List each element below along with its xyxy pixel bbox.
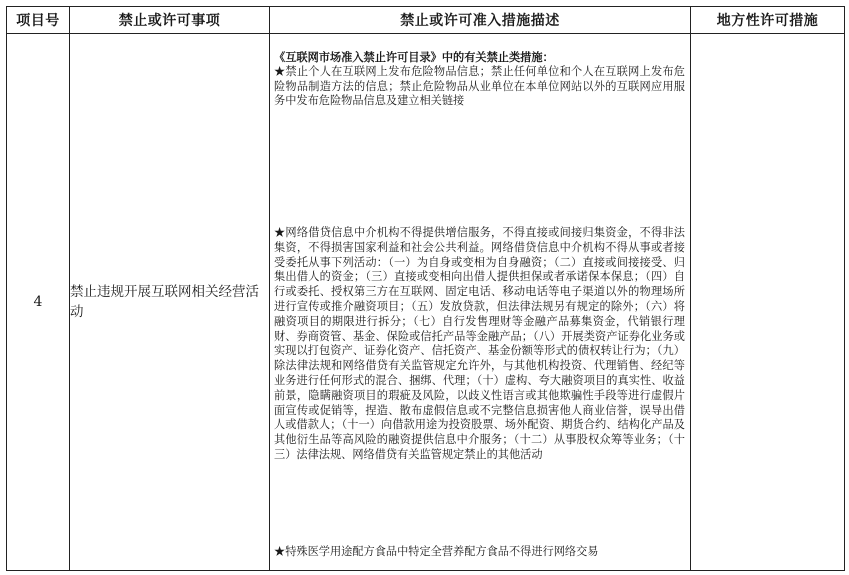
table-header-row xyxy=(7,7,845,34)
row-matter-text: 禁止违规开展互联网相关经营活动 xyxy=(70,34,270,571)
header-local-measures: 地方性许可措施 xyxy=(691,7,845,34)
description-paragraph-3: ★特殊医学用途配方食品中特定全营养配方食品不得进行网络交易 xyxy=(274,545,599,558)
description-paragraph-2: ★网络借贷信息中介机构不得提供增信服务，不得直接或间接归集资金，不得非法集资，不得损害国家利益和社会公共利益。网络借贷信息中介机构不得从事或者接受委托从事下列活动：（一）为自身或变相为自身融资；（二）直接或间接接受、归集出借人的资金；（三）直接或变相向出借人提供担保或者承诺保本保息；（四）自行或委托、授权第三方在互联网、固定电话、移动电话等电子渠道以外的物理场所进行宣传或推介融资项目；（五）发放贷款，但法律法规另有规定的除外；（六）将融资项目的期限进行拆分；（七）自行发售理财等金融产品募集资金，代销银行理财、券商资管、基金、保险或信托产品等金融产品；（八）开展类资产证券化业务或实现以打包资产、证券化资产、信托资产、基金份额等形式的债权转让行为；（九）除法律法规和网络借贷有关监管规定允许外，与其他机构投资、代理销售、经纪等业务进行任何形式的混合、捆绑、代理；（十）虚构、夸大融资项目的真实性、收益前景，隐瞒融资项目的瑕疵及风险，以歧义性语言或其他欺骗性手段等进行虚假片面宣传或促销等，捏造、散布虚假信息或不完整信息损害他人商业信誉，误导出借人或借款人；（十一）向借款用途为投资股票、场外配资、期货合约、结构化产品及其他衍生品等高风险的融资提供信息中介服务；（十二）从事股权众筹等业务；（十三）法律法规、网络借贷有关监管规定禁止的其他活动 xyxy=(274,226,685,461)
row-item-number: 4 xyxy=(7,34,70,571)
row-local-measures xyxy=(691,34,845,571)
header-item-number: 项目号 xyxy=(7,7,70,34)
description-block-1 xyxy=(274,50,685,109)
header-measure-description: 禁止或许可准入措施描述 xyxy=(270,7,691,34)
row-measure-description xyxy=(270,34,691,571)
header-matter: 禁止或许可事项 xyxy=(70,7,270,34)
permit-measures-table xyxy=(6,6,845,571)
description-paragraph-1: ★禁止个人在互联网上发布危险物品信息；禁止任何单位和个人在互联网上发布危险物品制造方法的信息；禁止危险物品从业单位在本单位网站以外的互联网应用服务中发布危险物品信息及建立相关链接 xyxy=(274,64,685,108)
description-heading: 《互联网市场准入禁止许可目录》中的有关禁止类措施： xyxy=(274,50,554,64)
table-row xyxy=(7,34,845,571)
